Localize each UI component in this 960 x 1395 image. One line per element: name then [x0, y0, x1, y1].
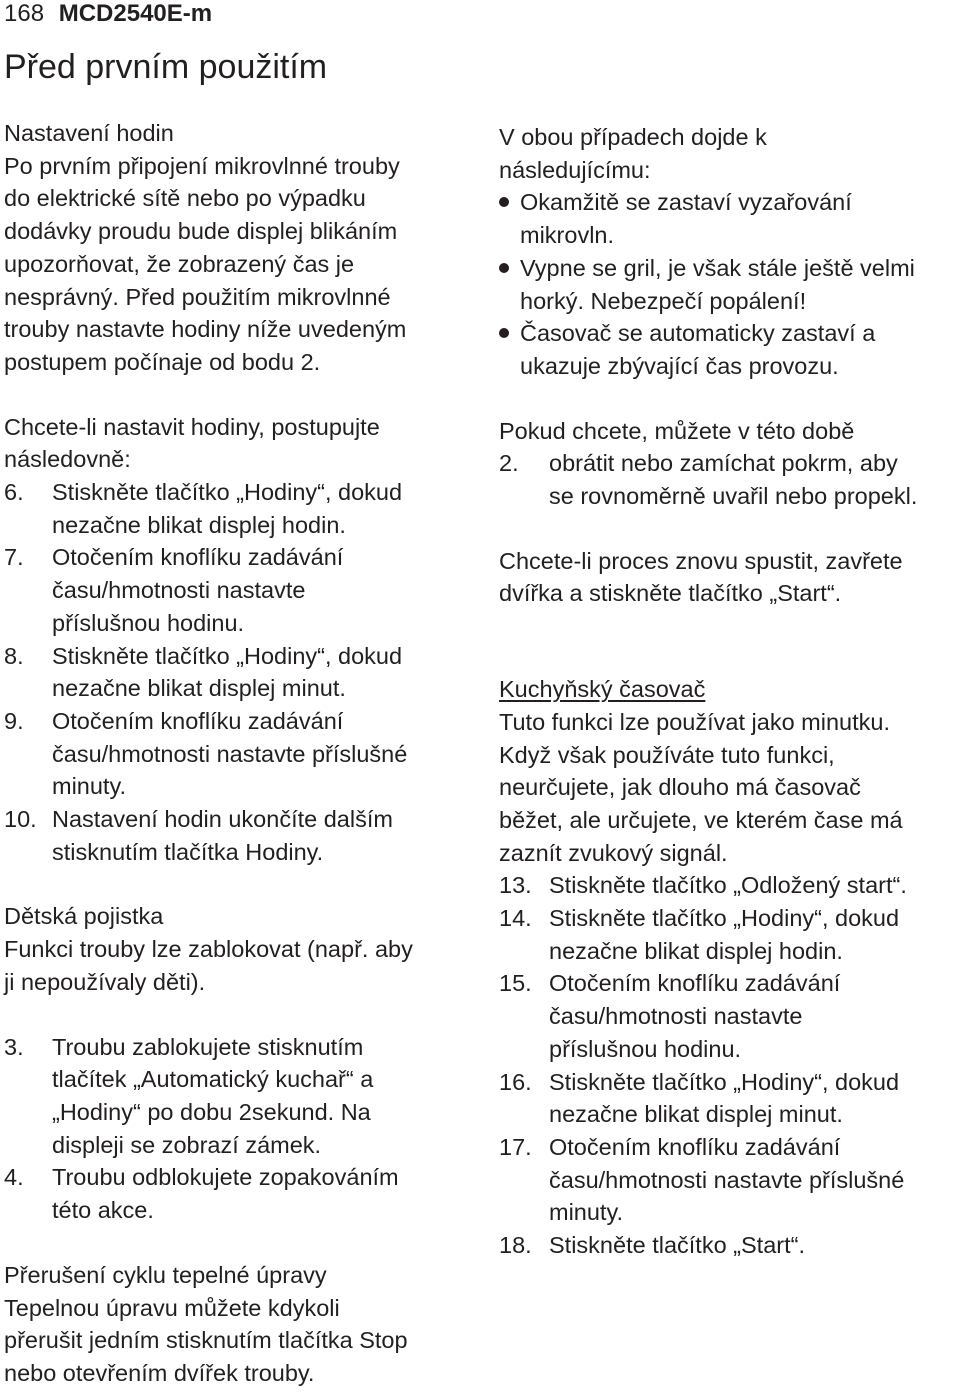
text-line: minuty.: [52, 773, 126, 800]
list-item: [499, 1066, 960, 1131]
text-line: nezačne blikat displej minut.: [52, 675, 346, 702]
both-intro: [499, 121, 960, 186]
text-line: ukazuje zbývající čas provozu.: [520, 352, 839, 379]
text-line: Stiskněte tlačítko „Odložený start“.: [549, 872, 907, 899]
text-line: následujícímu:: [499, 156, 651, 183]
text-line: času/hmotnosti nastavte: [52, 577, 306, 604]
step-number: 6.: [4, 479, 24, 506]
left-column: [4, 117, 474, 1390]
text-line: Otočením knoflíku zadávání: [52, 544, 344, 571]
list-item: [499, 902, 960, 967]
step-number: 10.: [4, 806, 37, 833]
text-line: Tepelnou úpravu můžete kdykoli: [4, 1294, 340, 1321]
page-number: 168: [4, 0, 45, 27]
list-item: [4, 476, 474, 541]
spacer: [4, 1227, 474, 1259]
page-title: Před prvním použitím: [4, 48, 328, 86]
text-line: příslušnou hodinu.: [52, 609, 245, 636]
text-line: do elektrické sítě nebo po výpadku: [4, 185, 366, 212]
list-item: [4, 1031, 474, 1162]
text-line: Časovač se automaticky zastaví a: [520, 320, 876, 347]
list-item: [499, 1131, 960, 1229]
text-line: Když však používáte tuto funkci,: [499, 741, 835, 768]
text-line: Troubu zablokujete stisknutím: [52, 1033, 364, 1060]
list-item: [499, 869, 960, 902]
text-line: této akce.: [52, 1197, 154, 1224]
list-item: [499, 447, 960, 512]
clock-heading: Nastavení hodin: [4, 120, 174, 146]
model-name: MCD2540E-m: [58, 0, 213, 27]
text-line: mikrovln.: [520, 222, 615, 249]
text-line: nebo otevřením dvířek trouby.: [4, 1359, 315, 1386]
text-line: se rovnoměrně uvařil nebo propekl.: [549, 483, 918, 510]
text-line: Otočením knoflíku zadávání: [549, 1133, 841, 1160]
text-line: následovně:: [4, 446, 131, 473]
bullet-dot-icon: [499, 328, 509, 338]
lock-intro: [4, 933, 474, 998]
text-line: Po prvním připojení mikrovlnné trouby: [4, 152, 400, 179]
text-line: Otočením knoflíku zadávání: [52, 707, 344, 734]
stop-heading: Přerušení cyklu tepelné úpravy: [4, 1261, 327, 1288]
list-item: [4, 1161, 474, 1226]
bullet-dot-icon: [499, 197, 509, 207]
spacer: [4, 999, 474, 1031]
text-line: Nastavení hodin ukončíte dalším: [52, 806, 393, 833]
step-number: 3.: [4, 1033, 24, 1060]
timer-steps: [499, 869, 960, 1261]
text-line: tlačítek „Automatický kuchař“ a: [52, 1066, 374, 1093]
text-line: Okamžitě se zastaví vyzařování: [520, 189, 852, 216]
text-line: neurčujete, jak dlouho má časovač: [499, 774, 861, 801]
text-line: obrátit nebo zamíchat pokrm, aby: [549, 450, 898, 477]
step-number: 7.: [4, 544, 24, 571]
text-line: Stiskněte tlačítko „Start“.: [549, 1232, 805, 1259]
text-line: Troubu odblokujete zopakováním: [52, 1164, 399, 1191]
text-line: Tuto funkci lze používat jako minutku.: [499, 708, 890, 735]
bullet-item: [499, 252, 960, 317]
spacer: [499, 610, 960, 643]
text-line: horký. Nebezpečí popálení!: [520, 287, 807, 314]
stop-text: [4, 1292, 474, 1390]
list-item: [499, 967, 960, 1065]
text-line: Funkci trouby lze zablokovat (např. aby: [4, 936, 413, 963]
text-line: běžet, ale určujete, ve kterém čase má: [499, 806, 903, 833]
text-line: času/hmotnosti nastavte příslušné: [549, 1166, 905, 1193]
text-line: Otočením knoflíku zadávání: [549, 970, 841, 997]
bullet-item: [499, 186, 960, 251]
text-line: dodávky proudu bude displej blikáním: [4, 218, 398, 245]
text-line: Stiskněte tlačítko „Hodiny“, dokud: [549, 905, 900, 932]
text-line: Vypne se gril, je však stále ještě velmi: [520, 254, 915, 281]
text-line: přerušit jedním stisknutím tlačítka Stop: [4, 1327, 408, 1354]
text-line: Stiskněte tlačítko „Hodiny“, dokud: [52, 642, 403, 669]
timer-heading: Kuchyňský časovač: [499, 676, 706, 703]
text-line: Chcete-li proces znovu spustit, zavřete: [499, 547, 903, 574]
list-item: [4, 803, 474, 868]
step-number: 14.: [499, 905, 532, 932]
text-line: minuty.: [549, 1199, 623, 1226]
step-number: 18.: [499, 1232, 532, 1259]
text-line: upozorňovat, že zobrazený čas je: [4, 250, 355, 277]
page-header: [4, 0, 212, 30]
restart-text: [499, 545, 960, 610]
step-number: 15.: [499, 970, 532, 997]
right-column: [499, 121, 960, 1262]
lock-heading: Dětská pojistka: [4, 903, 164, 930]
clock-steps: [4, 476, 474, 868]
text-line: trouby nastavte hodiny níže uvedeným: [4, 316, 407, 343]
list-item: [4, 640, 474, 705]
spacer: [499, 383, 960, 415]
text-line: příslušnou hodinu.: [549, 1035, 742, 1062]
spacer: [499, 643, 960, 673]
text-line: času/hmotnosti nastavte příslušné: [52, 740, 408, 767]
spacer: [499, 513, 960, 545]
list-item: [499, 1229, 960, 1262]
text-line: „Hodiny“ po dobu 2sekund. Na: [52, 1098, 371, 1125]
clock-lead: [4, 411, 474, 476]
text-line: zaznít zvukový signál.: [499, 839, 728, 866]
text-line: nezačne blikat displej hodin.: [52, 511, 346, 538]
step-number: 4.: [4, 1164, 24, 1191]
step-number: 17.: [499, 1133, 532, 1160]
spacer: [4, 868, 474, 900]
text-line: nezačne blikat displej minut.: [549, 1101, 843, 1128]
text-line: nesprávný. Před použitím mikrovlnné: [4, 283, 391, 310]
text-line: nezačne blikat displej hodin.: [549, 937, 843, 964]
bullet-item: [499, 317, 960, 382]
text-line: Stiskněte tlačítko „Hodiny“, dokud: [549, 1068, 900, 1095]
text-line: displeji se zobrazí zámek.: [52, 1131, 322, 1158]
text-line: dvířka a stiskněte tlačítko „Start“.: [499, 580, 842, 607]
timer-intro: [499, 706, 960, 870]
lock-steps: [4, 1031, 474, 1227]
step-number: 16.: [499, 1068, 532, 1095]
clock-intro: [4, 150, 474, 379]
list-item: [4, 541, 474, 639]
bullet-list: [499, 186, 960, 382]
bullet-dot-icon: [499, 263, 509, 273]
step-number: 9.: [4, 707, 24, 734]
text-line: ji nepoužívaly děti).: [4, 968, 206, 995]
text-line: V obou případech dojde k: [499, 124, 767, 150]
text-line: Chcete-li nastavit hodiny, postupujte: [4, 413, 380, 440]
text-line: Stiskněte tlačítko „Hodiny“, dokud: [52, 479, 403, 506]
text-line: stisknutím tlačítka Hodiny.: [52, 838, 324, 865]
step-number: 8.: [4, 642, 24, 669]
step-number: 13.: [499, 872, 532, 899]
list-item: [4, 705, 474, 803]
text-line: času/hmotnosti nastavte: [549, 1003, 803, 1030]
spacer: [4, 379, 474, 411]
step-number: 2.: [499, 450, 519, 477]
stir-lead: Pokud chcete, můžete v této době: [499, 417, 855, 444]
text-line: postupem počínaje od bodu 2.: [4, 348, 321, 375]
